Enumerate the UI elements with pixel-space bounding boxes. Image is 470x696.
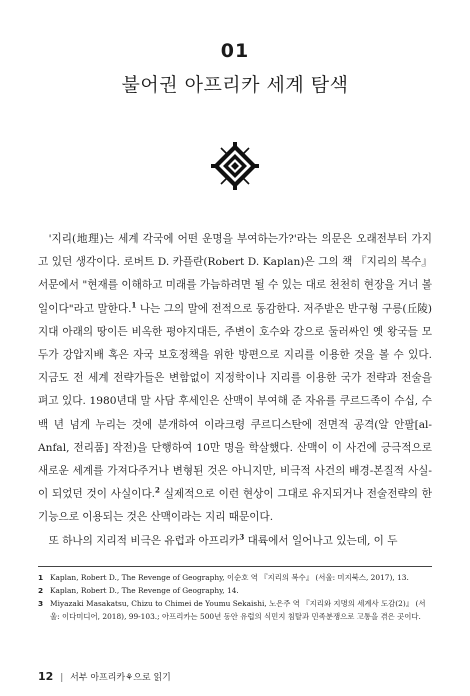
footnote-item — [38, 571, 432, 584]
footnotes — [38, 571, 432, 623]
page-footer — [38, 670, 171, 683]
paragraph-1-part-c: 실제적으로 이런 현상이 그대로 유지되거나 전술전략의 한 기능으로 이용되는 것은 산맥이라는 지리 때문이다. — [38, 488, 432, 524]
body-text — [38, 228, 432, 553]
footnote-ref-3[interactable]: 3 — [239, 532, 245, 542]
footnote-number: 2 — [38, 586, 44, 595]
paragraph-1-part-b: 나는 그의 말에 전적으로 동감한다. 저주받은 반구형 구릉(丘陵)지대 아래의 땅이든 비옥한 평야지대든, 주변이 호수와 강으로 둘러싸인 옛 왕국들 모두가 강압지배 혹은 자국 보호정책을 위한 방편으로 지리를 이용한 것을 볼 수 있다. 지금도 전 세계 전략가들은 변함없이 지정학이나 지리를 이용한 국가 전략과 전술을 펴고 있다. 1980년대 말 사담 후세인은 산맥이 부여해 준 자유를 쿠르드족이 수십, 수백 년 넘게 누리는 것에 분개하여 이라크령 쿠르디스탄에 전면적 공격(알 안팔[al-Anfal, 전리품] 작전)을 단행하여 10만 명을 학살했다. 산맥이 이 사건에 긍극적으로 새로운 세계를 가져다주거나 변형된 것은 아니지만, 비극적 사건의 배경-본질적 사실-이 되었던 것이 사실이다. — [38, 302, 432, 501]
paragraph-2 — [38, 530, 432, 553]
footnote-item — [38, 597, 432, 623]
footer-separator: | — [60, 673, 64, 683]
footnote-text: Kaplan, Robert D., The Revenge of Geography, 이순호 역 『지리의 복수』 (서울: 미지북스, 2017), 13. — [50, 573, 409, 582]
page-number: 12 — [38, 670, 54, 683]
flower-icon: ⚘ — [125, 673, 134, 683]
running-title-part-b: 으로 읽기 — [133, 673, 171, 683]
paragraph-2-part-b: 대륙에서 일어나고 있는데, 이 두 — [244, 534, 398, 547]
footnote-ref-1[interactable]: 1 — [131, 300, 137, 310]
footnote-text: Miyazaki Masakatsu, Chizu to Chimei de Youmu Sekaishi, 노은주 역 『지리와 지명의 세계사 도감(2)』 (서울: 이다미디어, 2018), 99-103.; 아프리카는 500년 동안 유럽의 식민지 침탈과 민족분쟁으로 고통을 겪은 곳이다. — [50, 599, 426, 621]
running-title-part-a: 서부 아프리카 — [70, 673, 126, 683]
tribal-ornament-icon — [211, 142, 259, 190]
paragraph-1-part-a: '지리(地理)는 세계 각국에 어떤 운명을 부여하는가?'라는 의문은 오래전부터 가지고 있던 생각이다. 로버트 D. 카플란(Robert D. Kaplan)은 그의 책 『지리의 복수』 서문에서 "현재를 이해하고 미래를 가늠하려면 될 수 있는 대로 천천히 현장을 거너 볼 일이다"라고 말한다. — [38, 233, 432, 315]
footnote-divider — [38, 566, 432, 567]
paragraph-2-part-a: 또 하나의 지리적 비극은 유럽과 아프리카 — [48, 534, 240, 547]
footnote-item — [38, 584, 432, 597]
footnote-text: Kaplan, Robert D., The Revenge of Geography, 14. — [50, 586, 239, 595]
chapter-title: 불어권 아프리카 세계 탐색 — [121, 74, 349, 96]
footnote-ref-2[interactable]: 2 — [155, 485, 160, 495]
footnote-number: 1 — [38, 573, 44, 582]
footnote-number: 3 — [38, 599, 44, 608]
chapter-number: 01 — [220, 40, 250, 62]
paragraph-1 — [38, 228, 432, 530]
